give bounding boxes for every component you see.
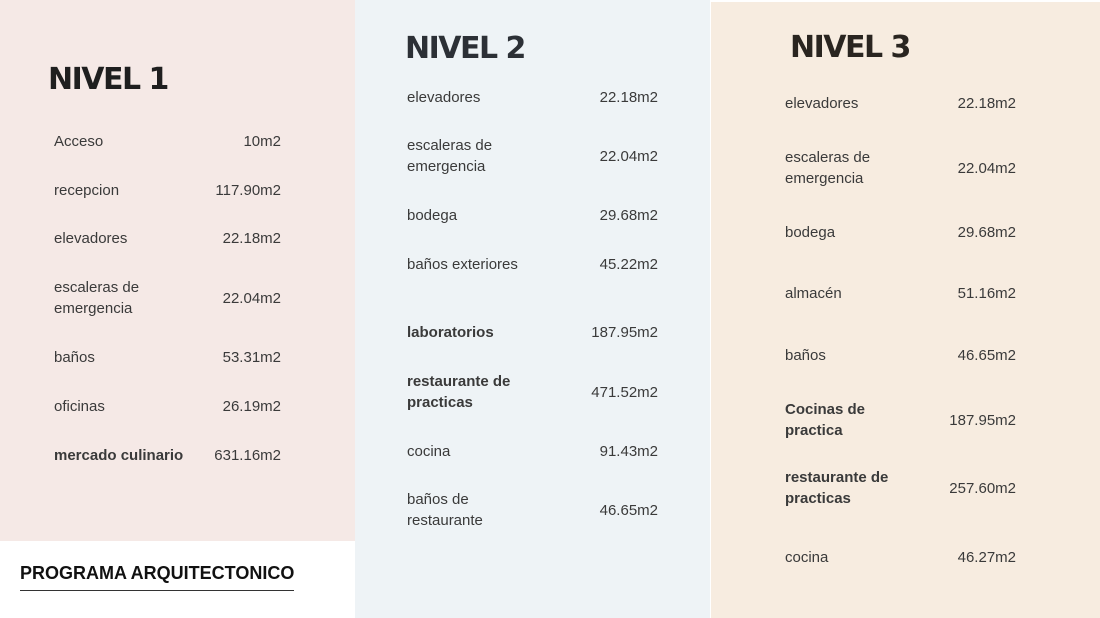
level-2-row — [407, 322, 658, 343]
room-area: 46.65m2 — [599, 501, 658, 519]
room-name: oficinas — [54, 398, 105, 415]
room-area: 117.90m2 — [215, 182, 281, 199]
level-3-row — [785, 547, 1016, 568]
level-2-row — [407, 135, 658, 177]
room-area: 187.95m2 — [949, 411, 1016, 429]
level-1-row — [54, 347, 281, 368]
room-area: 22.18m2 — [599, 89, 658, 106]
level-3-row — [785, 222, 1016, 243]
level-2-row — [407, 87, 658, 108]
level-2-row — [407, 205, 658, 226]
room-name: escaleras de emergencia — [785, 149, 871, 187]
room-area: 22.04m2 — [599, 147, 658, 165]
room-name: baños — [54, 349, 95, 366]
room-area: 53.31m2 — [222, 349, 281, 366]
room-name: baños — [785, 347, 826, 364]
room-name: elevadores — [785, 95, 859, 112]
room-name: baños exteriores — [407, 256, 518, 273]
room-name: laboratorios — [407, 324, 494, 341]
room-name: cocina — [407, 443, 451, 460]
level-3-title: NIVEL 3 — [790, 30, 910, 65]
footer — [0, 541, 355, 618]
room-area: 26.19m2 — [222, 398, 281, 415]
level-1-row — [54, 445, 281, 466]
level-3-row — [785, 283, 1016, 304]
level-1-row — [54, 228, 281, 249]
level-3-row — [785, 93, 1016, 114]
room-area: 10m2 — [243, 133, 281, 150]
room-name: bodega — [407, 207, 458, 224]
room-area: 46.27m2 — [957, 549, 1016, 566]
level-1-title: NIVEL 1 — [48, 62, 168, 97]
room-name: restaurante de practicas — [785, 469, 889, 507]
room-name: elevadores — [407, 89, 481, 106]
level-2-title: NIVEL 2 — [405, 31, 525, 66]
level-1-row — [54, 180, 281, 201]
room-name: recepcion — [54, 182, 120, 199]
room-area: 187.95m2 — [591, 324, 658, 341]
room-area: 45.22m2 — [599, 256, 658, 273]
room-name: escaleras de emergencia — [407, 137, 493, 175]
room-area: 257.60m2 — [949, 479, 1016, 497]
level-2-column — [355, 0, 710, 618]
room-area: 91.43m2 — [599, 443, 658, 460]
level-1-row — [54, 131, 281, 152]
room-name: elevadores — [54, 230, 128, 247]
room-area: 22.04m2 — [957, 159, 1016, 177]
level-2-row — [407, 441, 658, 462]
room-area: 22.18m2 — [957, 95, 1016, 112]
room-area: 631.16m2 — [214, 447, 281, 464]
level-3-row — [785, 147, 1016, 189]
room-area: 51.16m2 — [957, 285, 1016, 302]
room-name: restaurante de practicas — [407, 373, 511, 411]
page-title: PROGRAMA ARQUITECTONICO — [20, 563, 294, 591]
level-3-column — [711, 2, 1100, 618]
room-name: escaleras de emergencia — [54, 279, 140, 317]
room-name: Acceso — [54, 133, 104, 150]
room-name: bodega — [785, 224, 836, 241]
level-3-row — [785, 399, 1016, 441]
level-1-row — [54, 277, 281, 319]
room-name: cocina — [785, 549, 829, 566]
level-3-row — [785, 345, 1016, 366]
room-name: baños de restaurante — [407, 491, 483, 529]
level-1-row — [54, 396, 281, 417]
room-name: almacén — [785, 285, 842, 302]
room-area: 29.68m2 — [957, 224, 1016, 241]
room-name: Cocinas de practica — [785, 401, 866, 439]
room-name: mercado culinario — [54, 447, 184, 464]
level-2-row — [407, 254, 658, 275]
level-3-row — [785, 467, 1016, 509]
level-1-column — [0, 0, 355, 541]
level-2-row — [407, 371, 658, 413]
room-area: 471.52m2 — [591, 383, 658, 401]
room-area: 22.04m2 — [222, 289, 281, 307]
room-area: 29.68m2 — [599, 207, 658, 224]
room-area: 22.18m2 — [222, 230, 281, 247]
level-2-row — [407, 489, 658, 531]
room-area: 46.65m2 — [957, 347, 1016, 364]
